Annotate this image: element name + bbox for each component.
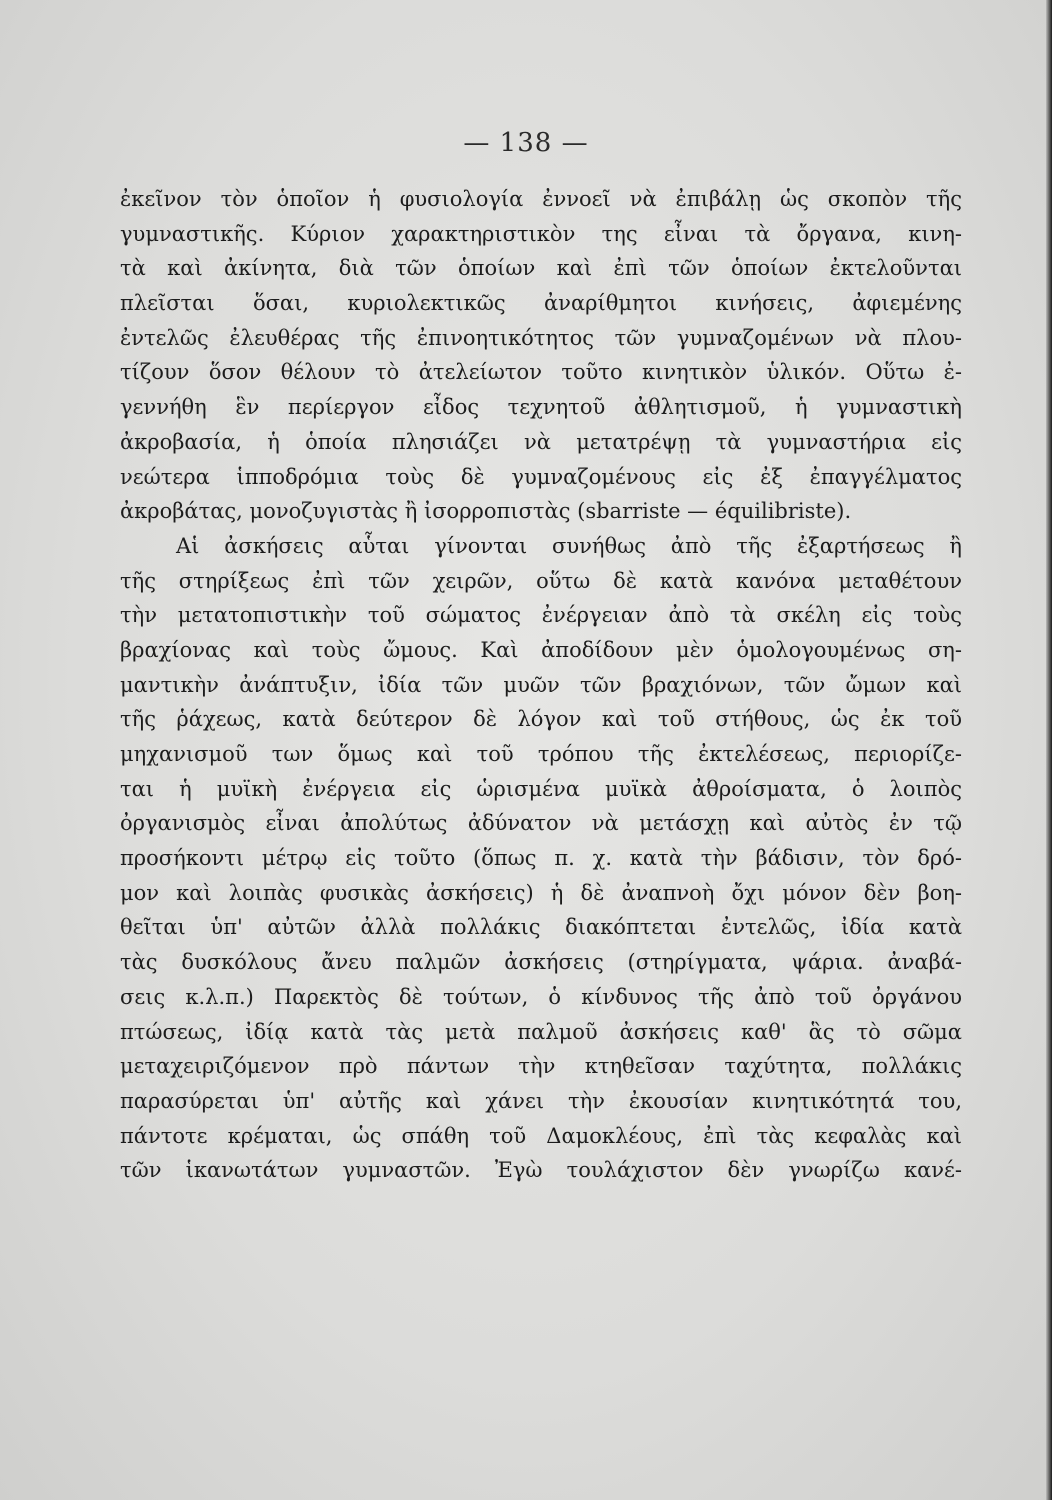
text-line: ἀκροβάτας, μονοζυγιστὰς ἢ ἰσορροπιστὰς (sbarriste — équilibriste). — [120, 499, 852, 524]
text-line: τῶν ἱκανωτάτων γυμναστῶν. Ἐγὼ τουλάχιστον δὲν γνωρίζω κανέ- — [120, 1158, 962, 1183]
text-line: προσήκοντι μέτρῳ εἰς τοῦτο (ὅπως π. χ. κατὰ τὴν βάδισιν, τὸν δρό- — [120, 846, 962, 871]
text-line: σεις κ.λ.π.) Παρεκτὸς δὲ τούτων, ὁ κίνδυνος τῆς ἀπὸ τοῦ ὀργάνου — [120, 984, 962, 1009]
text-line: πάντοτε κρέμαται, ὡς σπάθη τοῦ Δαμοκλέους, ἐπὶ τὰς κεφαλὰς καὶ — [120, 1123, 962, 1148]
body-text — [120, 182, 962, 1188]
page-edge-shadow — [1046, 0, 1052, 1500]
text-line: μηχανισμοῦ των ὅμως καὶ τοῦ τρόπου τῆς ἐκτελέσεως, περιορίζε- — [120, 742, 962, 766]
text-line: ἀκροβασία, ἡ ὁποία πλησιάζει νὰ μετατρέψῃ τὰ γυμναστήρια εἰς — [120, 429, 962, 454]
page-number: — 138 — — [463, 128, 589, 158]
text-line: ται ἡ μυϊκὴ ἐνέργεια εἰς ὡρισμένα μυϊκὰ ἀθροίσματα, ὁ λοιπὸς — [120, 776, 962, 801]
text-line: τῆς ῥάχεως, κατὰ δεύτερον δὲ λόγον καὶ τοῦ στήθους, ὡς ἐκ τοῦ — [120, 707, 962, 732]
text-line: παρασύρεται ὑπ' αὐτῆς καὶ χάνει τὴν ἐκουσίαν κινητικότητά του, — [120, 1088, 962, 1113]
text-line: μαντικὴν ἀνάπτυξιν, ἰδία τῶν μυῶν τῶν βραχιόνων, τῶν ὤμων καὶ — [120, 672, 962, 697]
text-line: γεννήθη ἓν περίεργον εἶδος τεχνητοῦ ἀθλητισμοῦ, ἡ γυμναστικὴ — [120, 395, 962, 420]
text-line: ὀργανισμὸς εἶναι ἀπολύτως ἀδύνατον νὰ μετάσχῃ καὶ αὐτὸς ἐν τῷ — [120, 811, 962, 836]
text-line: ἐκεῖνον τὸν ὁποῖον ἡ φυσιολογία ἐννοεῖ νὰ ἐπιβάλῃ ὡς σκοπὸν τῆς — [120, 187, 962, 211]
text-line: νεώτερα ἱπποδρόμια τοὺς δὲ γυμναζομένους εἰς ἐξ ἐπαγγέλματος — [120, 464, 962, 489]
text-line: θεῖται ὑπ' αὐτῶν ἀλλὰ πολλάκις διακόπτεται ἐντελῶς, ἰδία κατὰ — [120, 915, 962, 940]
text-line: πλεῖσται ὅσαι, κυριολεκτικῶς ἀναρίθμητοι κινήσεις, ἀφιεμένης — [120, 291, 962, 316]
text-line: μεταχειριζόμενον πρὸ πάντων τὴν κτηθεῖσαν ταχύτητα, πολλάκις — [120, 1054, 962, 1079]
text-line: πτώσεως, ἰδίᾳ κατὰ τὰς μετὰ παλμοῦ ἀσκήσεις καθ' ἃς τὸ σῶμα — [120, 1019, 962, 1044]
text-line: μον καὶ λοιπὰς φυσικὰς ἀσκήσεις) ἡ δὲ ἀναπνοὴ ὄχι μόνον δὲν βοη- — [120, 880, 962, 905]
text-line: τὴν μετατοπιστικὴν τοῦ σώματος ἐνέργειαν ἀπὸ τὰ σκέλη εἰς τοὺς — [120, 603, 962, 628]
text-line: ἐντελῶς ἐλευθέρας τῆς ἐπινοητικότητος τῶν γυμναζομένων νὰ πλου- — [120, 325, 962, 350]
text-line: τῆς στηρίξεως ἐπὶ τῶν χειρῶν, οὕτω δὲ κατὰ κανόνα μεταθέτουν — [120, 568, 962, 593]
text-line: βραχίονας καὶ τοὺς ὤμους. Καὶ ἀποδίδουν μὲν ὁμολογουμένως ση- — [120, 637, 962, 662]
text-line: τίζουν ὅσον θέλουν τὸ ἀτελείωτον τοῦτο κινητικὸν ὑλικόν. Οὕτω ἐ- — [120, 360, 962, 385]
paragraph-start-line: Αἱ ἀσκήσεις αὗται γίνονται συνήθως ἀπὸ τῆς ἐξαρτήσεως ἢ — [176, 533, 962, 558]
text-line: τὰ καὶ ἀκίνητα, διὰ τῶν ὁποίων καὶ ἐπὶ τῶν ὁποίων ἐκτελοῦνται — [120, 256, 962, 281]
text-line: τὰς δυσκόλους ἄνευ παλμῶν ἀσκήσεις (στηρίγματα, ψάρια. ἀναβά- — [120, 950, 962, 975]
text-line: γυμναστικῆς. Κύριον χαρακτηριστικὸν της εἶναι τὰ ὄργανα, κινη- — [120, 221, 962, 246]
